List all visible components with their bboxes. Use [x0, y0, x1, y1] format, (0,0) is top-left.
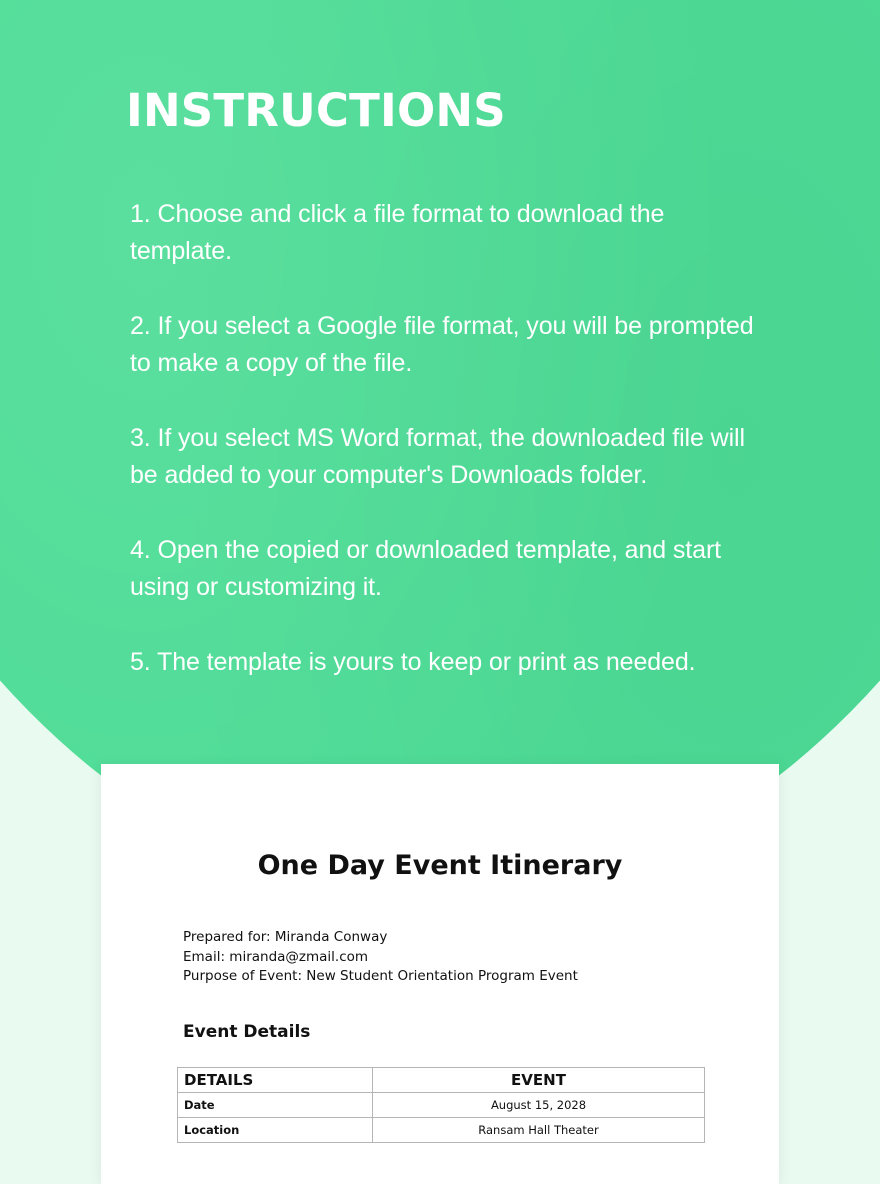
document-title: One Day Event Itinerary — [257, 850, 623, 881]
table-header-event: EVENT — [373, 1068, 705, 1093]
step-5: 5. The template is yours to keep or print as needed. — [130, 648, 696, 676]
table-cell-label: Date — [178, 1093, 373, 1118]
table-cell-value: August 15, 2028 — [373, 1093, 705, 1118]
document-meta — [183, 928, 578, 987]
table-row — [178, 1093, 705, 1118]
purpose: Purpose of Event: New Student Orientation Program Event — [183, 968, 578, 984]
document-preview — [101, 764, 779, 1184]
table-cell-label: Location — [178, 1118, 373, 1143]
event-details-table — [177, 1067, 705, 1143]
instructions-title: INSTRUCTIONS — [126, 84, 506, 137]
table-cell-value: Ransam Hall Theater — [373, 1118, 705, 1143]
email: Email: miranda@zmail.com — [183, 948, 369, 965]
step-2: 2. If you select a Google file format, you will be prompted to make a copy of the file. — [130, 312, 754, 377]
table-header-row — [178, 1068, 705, 1093]
table-header-details: DETAILS — [178, 1068, 373, 1093]
step-4: 4. Open the copied or downloaded template, and start using or customizing it. — [130, 536, 722, 601]
step-1: 1. Choose and click a file format to download the template. — [130, 200, 665, 265]
instructions-steps — [130, 196, 770, 719]
table-row — [178, 1118, 705, 1143]
section-heading: Event Details — [183, 1022, 311, 1042]
step-3: 3. If you select MS Word format, the downloaded file will be added to your computer's Downloads folder. — [130, 424, 745, 489]
prepared-for: Prepared for: Miranda Conway — [183, 929, 388, 945]
